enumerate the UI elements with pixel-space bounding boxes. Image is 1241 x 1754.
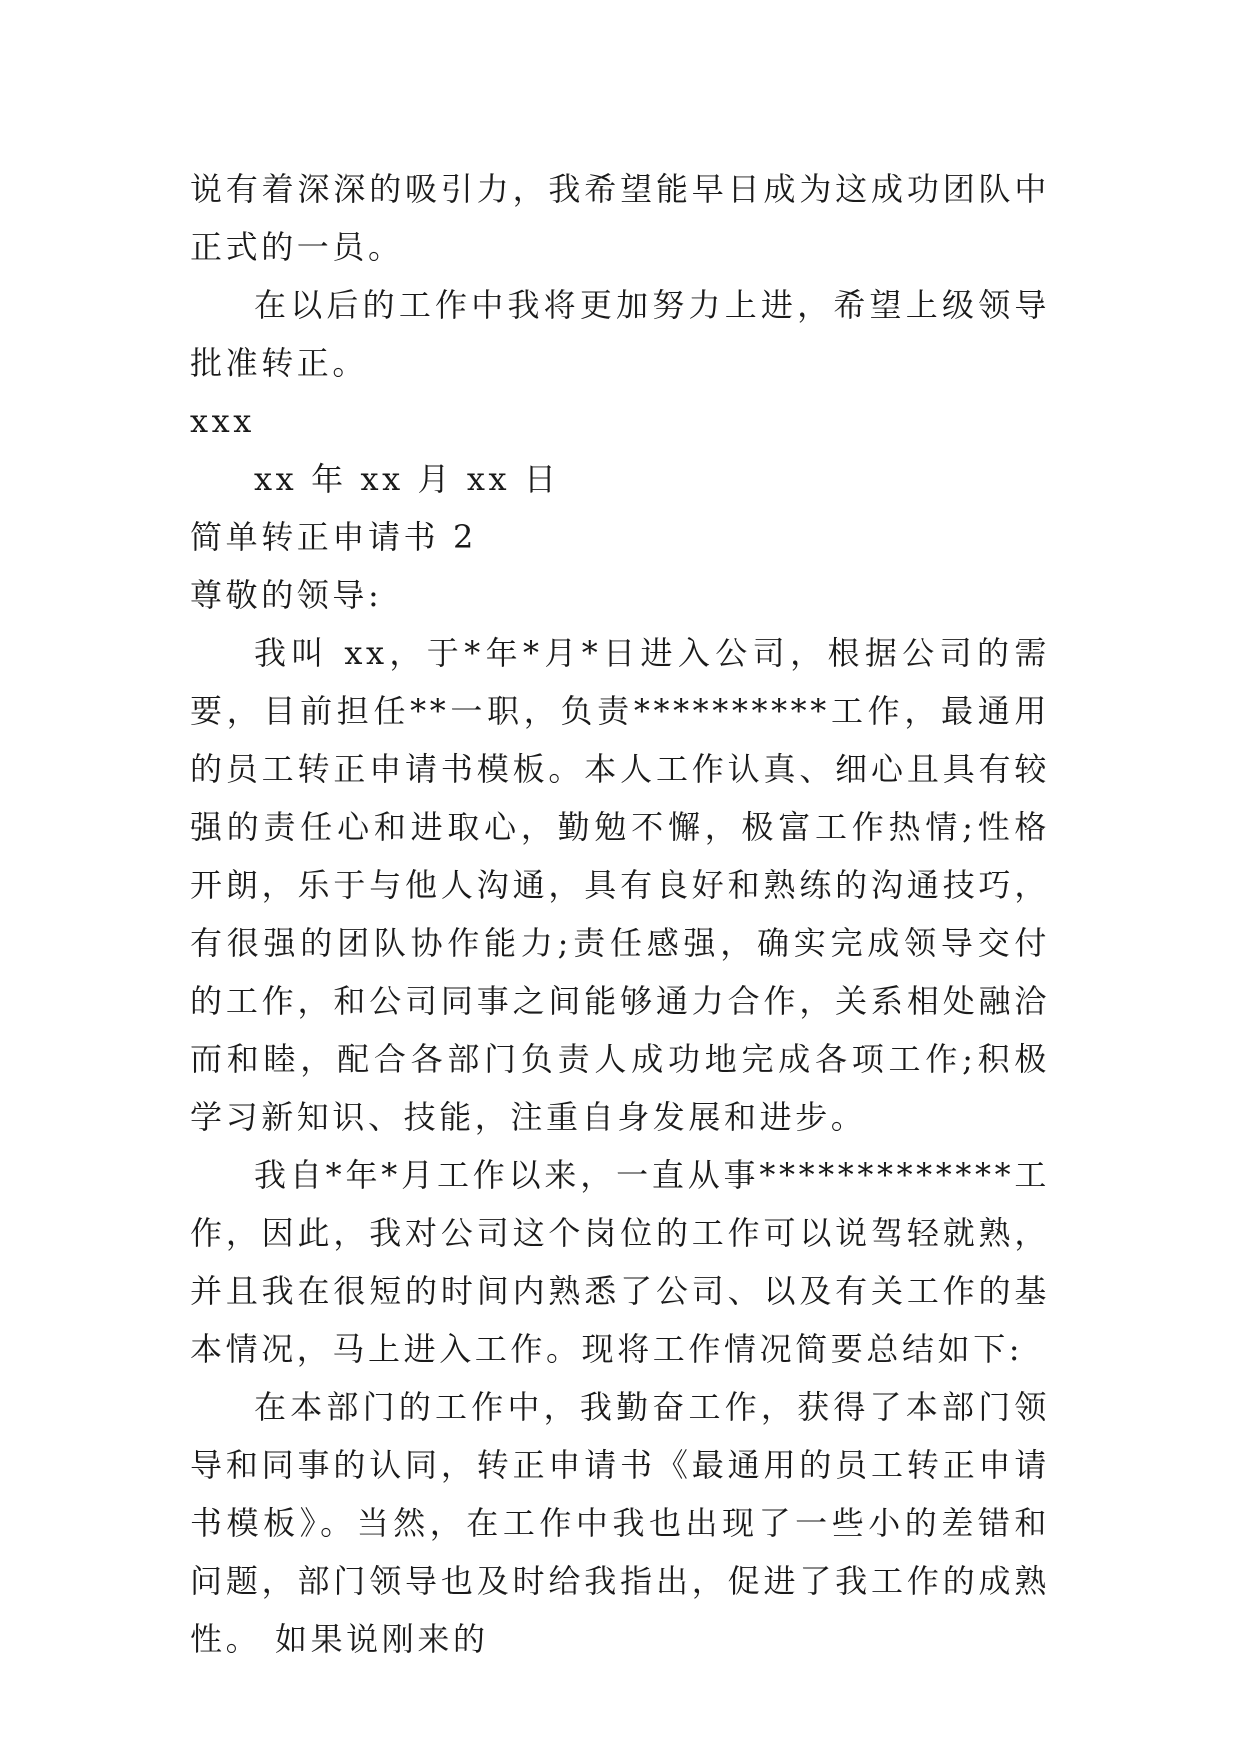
signature-date: xx 年 xx 月 xx 日 xyxy=(254,460,560,498)
section-title: 简单转正申请书 2 xyxy=(190,518,477,556)
document-body xyxy=(190,160,1050,1668)
paragraph-closing-continuation: 说有着深深的吸引力，我希望能早日成为这成功团队中正式的一员。 xyxy=(190,170,1050,266)
paragraph-department-work: 在本部门的工作中，我勤奋工作，获得了本部门领导和同事的认同，转正申请书《最通用的员工转正申请书模板》。当然，在工作中我也出现了一些小的差错和问题，部门领导也及时给我指出，促进了我工作的成熟性。 如果说刚来的 xyxy=(190,1388,1050,1658)
paragraph-introduction: 我叫 xx，于*年*月*日进入公司，根据公司的需要，目前担任**一职，负责**********工作，最通用的员工转正申请书模板。本人工作认真、细心且具有较强的责任心和进取心，勤勉不懈，极富工作热情;性格开朗，乐于与他人沟通，具有良好和熟练的沟通技巧，有很强的团队协作能力;责任感强，确实完成领导交付的工作，和公司同事之间能够通力合作，关系相处融洽而和睦，配合各部门负责人成功地完成各项工作;积极学习新知识、技能，注重自身发展和进步。 xyxy=(190,634,1050,1136)
paragraph-request-approval: 在以后的工作中我将更加努力上进，希望上级领导批准转正。 xyxy=(190,286,1050,382)
signature-name: xxx xyxy=(190,402,255,440)
paragraph-work-history: 我自*年*月工作以来，一直从事*************工作，因此，我对公司这个岗位的工作可以说驾轻就熟，并且我在很短的时间内熟悉了公司、以及有关工作的基本情况，马上进入工作。现将工作情况简要总结如下: xyxy=(190,1156,1050,1368)
salutation: 尊敬的领导: xyxy=(190,576,383,614)
